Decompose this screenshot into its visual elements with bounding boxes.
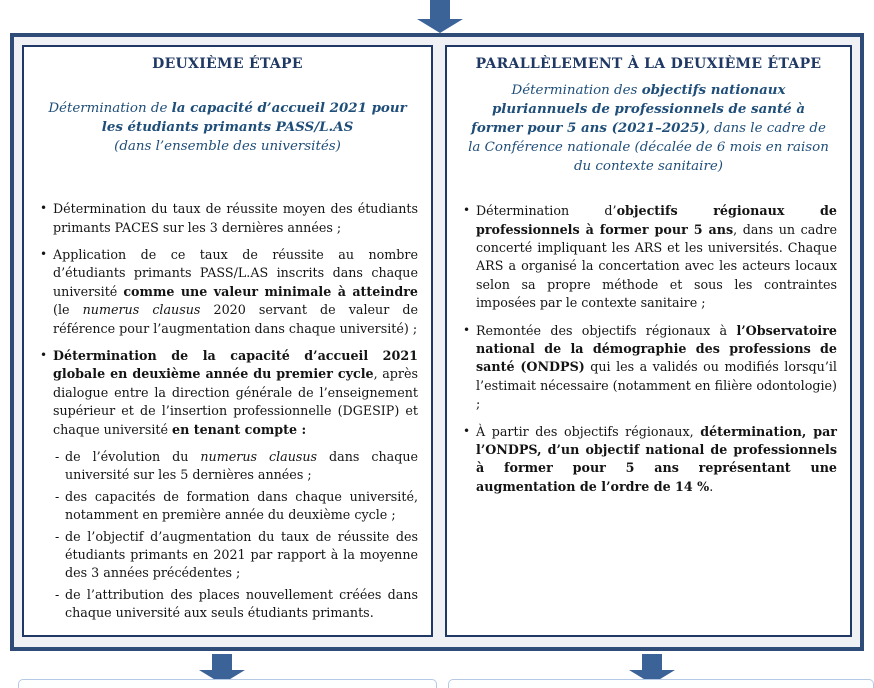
text-segment: en tenant compte : — [172, 421, 307, 437]
item-text — [65, 449, 418, 482]
text-segment: numerus clausus — [200, 448, 318, 464]
item-text — [53, 201, 418, 234]
item-text — [65, 529, 418, 581]
text-segment: la capacité d’accueil 2021 pour les étudiants primants PASS/L.AS — [101, 100, 407, 136]
box-subtitle-note — [24, 137, 431, 156]
text-segment: détermination, par l’ONDPS, d’un objectif national de professionnels à former pour 5 ans représentant une augmentation de l’ordre de 14 % — [476, 423, 837, 494]
text-segment: de l’attribution des places nouvellement créées dans chaque université aux seuls étudiants primants. — [65, 586, 418, 621]
item-text — [476, 424, 837, 494]
text-segment: Détermination de la capacité d’accueil 2021 globale en deuxième année du premier cycle — [53, 347, 418, 382]
text-segment: de l’objectif d’augmentation du taux de réussite des étudiants primants en 2021 par rapport à la moyenne des 3 années précédentes ; — [65, 528, 418, 581]
box-subtitle — [465, 81, 832, 176]
text-segment: , dans le cadre de la Conférence nationale (décalée de 6 mois en raison du contexte sanitaire) — [468, 121, 829, 175]
bullet-list — [24, 200, 431, 623]
bullet-marker: • — [40, 347, 48, 362]
bullet-item — [462, 322, 837, 414]
box-title: DEUXIÈME ÉTAPE — [152, 56, 303, 72]
text-segment: Détermination d’ — [476, 203, 617, 219]
bullet-marker: • — [463, 203, 471, 218]
text-segment: l’Observatoire national de la démographie des professions de santé (ONDPS) — [476, 322, 837, 375]
next-stage-box-stub-left — [18, 679, 437, 688]
text-segment: comme une valeur minimale à atteindre — [123, 283, 419, 299]
bullet-item — [462, 202, 837, 312]
box-subtitle — [42, 99, 413, 137]
sub-bullet-item — [54, 528, 418, 583]
bullet-item — [39, 246, 418, 338]
stage-container — [10, 33, 864, 651]
bullet-item — [39, 200, 418, 237]
text-segment: , dans un cadre concerté impliquant les ARS et les universités. Chaque ARS a organisé la concertation avec les acteurs locaux selon sa propre méthode et sous les contraintes imposées par le contexte sanitaire ; — [476, 221, 837, 311]
text-segment: Détermination des — [511, 83, 642, 98]
text-segment: des capacités de formation dans chaque université, notamment en première année du deuxième cycle ; — [65, 488, 418, 523]
item-text — [476, 203, 837, 310]
bullet-item — [462, 423, 837, 497]
dash-marker: - — [55, 488, 60, 504]
sub-bullet-item — [54, 488, 418, 525]
text-segment: Application de ce taux de réussite au nombre d’étudiants primants PASS/L.AS inscrits dans chaque université — [53, 246, 418, 299]
text-segment: objectifs nationaux pluriannuels de professionnels de santé à former pour 5 ans (2021–2025) — [471, 82, 806, 137]
text-segment: . — [709, 478, 714, 494]
sub-bullet-item — [54, 448, 418, 485]
text-segment: objectifs régionaux de professionnels à former pour 5 ans — [476, 203, 837, 237]
box-title: PARALLÈLEMENT À LA DEUXIÈME ÉTAPE — [475, 56, 822, 72]
text-segment: (dans l’ensemble des universités) — [114, 139, 341, 155]
bullet-marker: • — [463, 322, 471, 337]
bullet-marker: • — [40, 246, 48, 261]
item-text — [476, 323, 837, 412]
text-segment: Détermination de — [48, 101, 172, 116]
sub-bullet-item — [54, 586, 418, 623]
text-segment: , après dialogue entre la direction générale de l’enseignement supérieur et de l’insertion professionnelle (DGESIP) et chaque université — [53, 366, 418, 437]
text-segment: Détermination du taux de réussite moyen des étudiants primants PACES sur les 3 dernières années ; — [53, 201, 418, 235]
text-segment: dans chaque université sur les 5 dernières années ; — [65, 448, 418, 483]
text-segment: 2020 servant de valeur de référence pour l’augmentation dans chaque université) ; — [53, 302, 418, 336]
text-segment: Remontée des objectifs régionaux à — [476, 322, 737, 338]
text-segment: qui les a validés ou modifiés lorsqu’il l’estimait nécessaire (notamment en filière odontologie) ; — [476, 359, 837, 412]
deuxieme-etape-box — [22, 45, 433, 637]
parallele-etape-box — [445, 45, 852, 637]
dash-marker: - — [55, 528, 60, 544]
dash-marker: - — [55, 448, 60, 464]
item-text — [65, 489, 418, 522]
item-text — [53, 247, 418, 336]
item-text — [53, 348, 418, 437]
text-segment: de l’évolution du — [65, 448, 201, 464]
arrow-down-icon — [417, 0, 463, 33]
bullet-list — [447, 202, 850, 496]
item-text — [65, 587, 418, 620]
text-segment: À partir des objectifs régionaux, — [476, 423, 701, 439]
text-segment: (le — [53, 302, 83, 318]
bullet-marker: • — [463, 423, 471, 438]
text-segment: numerus clausus — [82, 302, 201, 318]
bullet-item — [39, 347, 418, 439]
bullet-marker: • — [40, 201, 48, 216]
dash-marker: - — [55, 586, 60, 602]
next-stage-box-stub-right — [448, 679, 874, 688]
